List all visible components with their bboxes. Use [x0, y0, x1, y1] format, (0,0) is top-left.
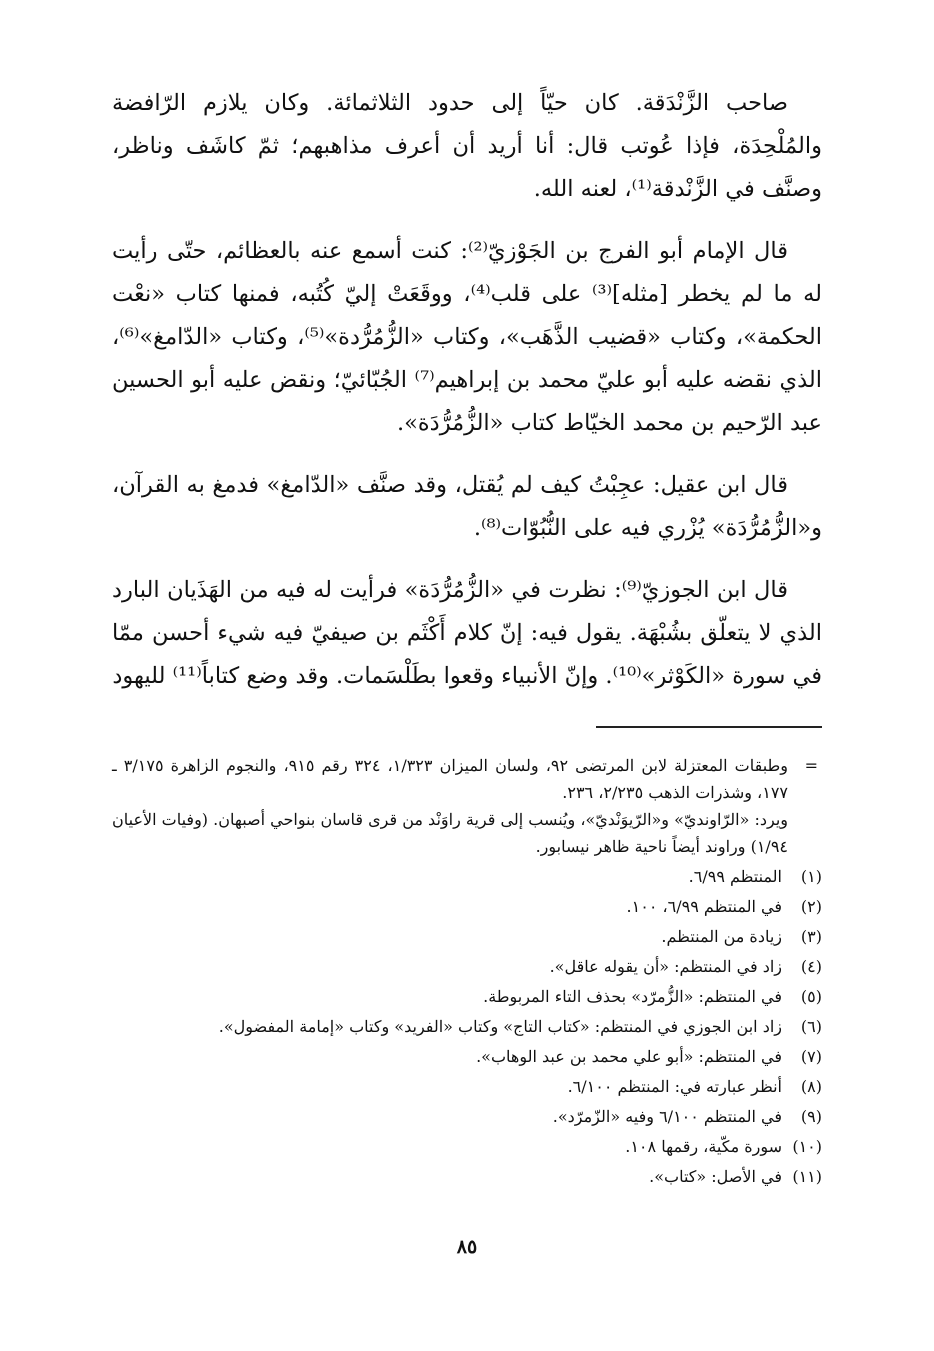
main-text — [112, 82, 822, 717]
footnotes — [112, 752, 822, 1192]
footnote-item — [112, 1132, 822, 1162]
footnote-item — [112, 952, 822, 982]
footnote-text: سورة مكّية، رقمها ١٠٨. — [625, 1137, 782, 1156]
footnote-item — [112, 1042, 822, 1072]
footnote-text: أنظر عبارته في: المنتظم ٦/١٠٠. — [567, 1077, 782, 1096]
footnote-text: زيادة من المنتظم. — [661, 927, 782, 946]
continuation-line-1: وطبقات المعتزلة لابن المرتضى ٩٢، ولسان الميزان ١/٣٢٣، ٣٢٤ رقم ٩١٥، والنجوم الزاهرة ٣/١٧٥ ـ ١٧٧، وشذرات الذهب ٢/٢٣٥، ٢٣٦. — [112, 756, 789, 802]
continuation-line-2: ويرد: «الرّاونديّ» و«الرّيوَنْديّ»، ويُنسب إلى قرية راوَنْد من قرى قاسان بنواحي أصبهان. (وفيات الأعيان ١/٩٤) وراوند أيضاً ناحية ظاهر نيسابور. — [112, 810, 788, 856]
page-number: ٨٥ — [456, 1236, 478, 1258]
paragraph-4: قال ابن الجوزيّ⁽⁹⁾: نظرت في «الزُّمُرُّدَة» فرأيت له فيه من الهَذَيان البارد الذي لا يتعلّق بشُبْهَة. يقول فيه: إنّ كلام أَكْثَم بن صيفيّ فيه شيء أحسن ممّا في سورة «الكَوْثر»⁽¹⁰⁾. وإنّ الأنبياء وقعوا بطَلْسَمات. وقد وضع كتاباً⁽¹¹⁾ لليهود — [112, 577, 822, 689]
footnote-item — [112, 862, 822, 892]
footnote-text: في المنتظم: «الزُّمرّد» بحذف التاء المربوطة. — [483, 987, 782, 1006]
footnote-number: (١١) — [792, 1167, 822, 1186]
footnote-item — [112, 1072, 822, 1102]
footnote-list — [112, 862, 822, 1192]
footnote-number: (٤) — [800, 957, 822, 976]
footnote-number: (٨) — [800, 1077, 822, 1096]
footnote-item — [112, 982, 822, 1012]
footnote-text: في الأصل: «كتاب». — [649, 1167, 782, 1186]
footnote-item — [112, 1102, 822, 1132]
footnote-continuation — [112, 752, 822, 860]
footnote-text: زاد في المنتظم: «أن يقوله عاقل». — [549, 957, 782, 976]
footnote-number: (١٠) — [792, 1137, 822, 1156]
footnote-text: في المنتظم: «أبو علي محمد بن عبد الوهاب». — [476, 1047, 782, 1066]
footnote-number: (٥) — [800, 987, 822, 1006]
footnote-text: المنتظم ٦/٩٩. — [688, 867, 782, 886]
footnote-separator — [596, 726, 822, 728]
paragraph-2: قال الإمام أبو الفرج بن الجَوْزيّ⁽²⁾: كنت أسمع عنه بالعظائم، حتّى رأيت له ما لم يخطر [مثله]⁽³⁾ على قلب⁽⁴⁾، ووقَعَتْ إليّ كُتُبه، فمنها كتاب «نعْت الحكمة»، وكتاب «قضيب الذَّهَب»، وكتاب «الزُّمُرُّدة»⁽⁵⁾، وكتاب «الدّامغ»⁽⁶⁾، الذي نقضه عليه أبو عليّ محمد بن إبراهيم⁽⁷⁾ الجُبّائيّ؛ ونقض عليه أبو الحسين عبد الرّحيم بن محمد الخيّاط كتاب «الزُّمُرُّدَة». — [112, 238, 822, 436]
paragraph-3: قال ابن عقيل: عجِبْتُ كيف لم يُقتل، وقد صنَّف «الدّامغ» فدمغ به القرآن، و«الزُّمُرُّدَة» يُزْري فيه على النُّبُوّات⁽⁸⁾. — [112, 472, 822, 541]
footnote-item — [112, 922, 822, 952]
footnote-number: (٢) — [800, 897, 822, 916]
footnote-text: في المنتظم ٦/٩٩، ١٠٠. — [626, 897, 782, 916]
footnote-item — [112, 1162, 822, 1192]
footnote-number: (٣) — [800, 927, 822, 946]
footnote-text: زاد ابن الجوزي في المنتظم: «كتاب التاج» وكتاب «الفريد» وكتاب «إمامة المفضول». — [218, 1017, 782, 1036]
footnote-item — [112, 1012, 822, 1042]
footnote-number: (٦) — [800, 1017, 822, 1036]
footnote-number: (٧) — [800, 1047, 822, 1066]
footnote-number: (١) — [800, 867, 822, 886]
footnote-text: في المنتظم ٦/١٠٠ وفيه «الزّمرّد». — [552, 1107, 782, 1126]
continuation-marker: = — [804, 756, 818, 775]
paragraph-1: صاحب الزَّنْدَقة. كان حيّاً إلى حدود الثلاثمائة. وكان يلازم الرّافضة والمُلْحِدَة، فإذا عُوتب قال: أنا أريد أن أعرف مذاهبهم؛ ثمّ كاشَف وناظر، وصنَّف في الزَّنْدقة⁽¹⁾، لعنه الله. — [112, 90, 822, 202]
footnote-number: (٩) — [800, 1107, 822, 1126]
footnote-item — [112, 892, 822, 922]
